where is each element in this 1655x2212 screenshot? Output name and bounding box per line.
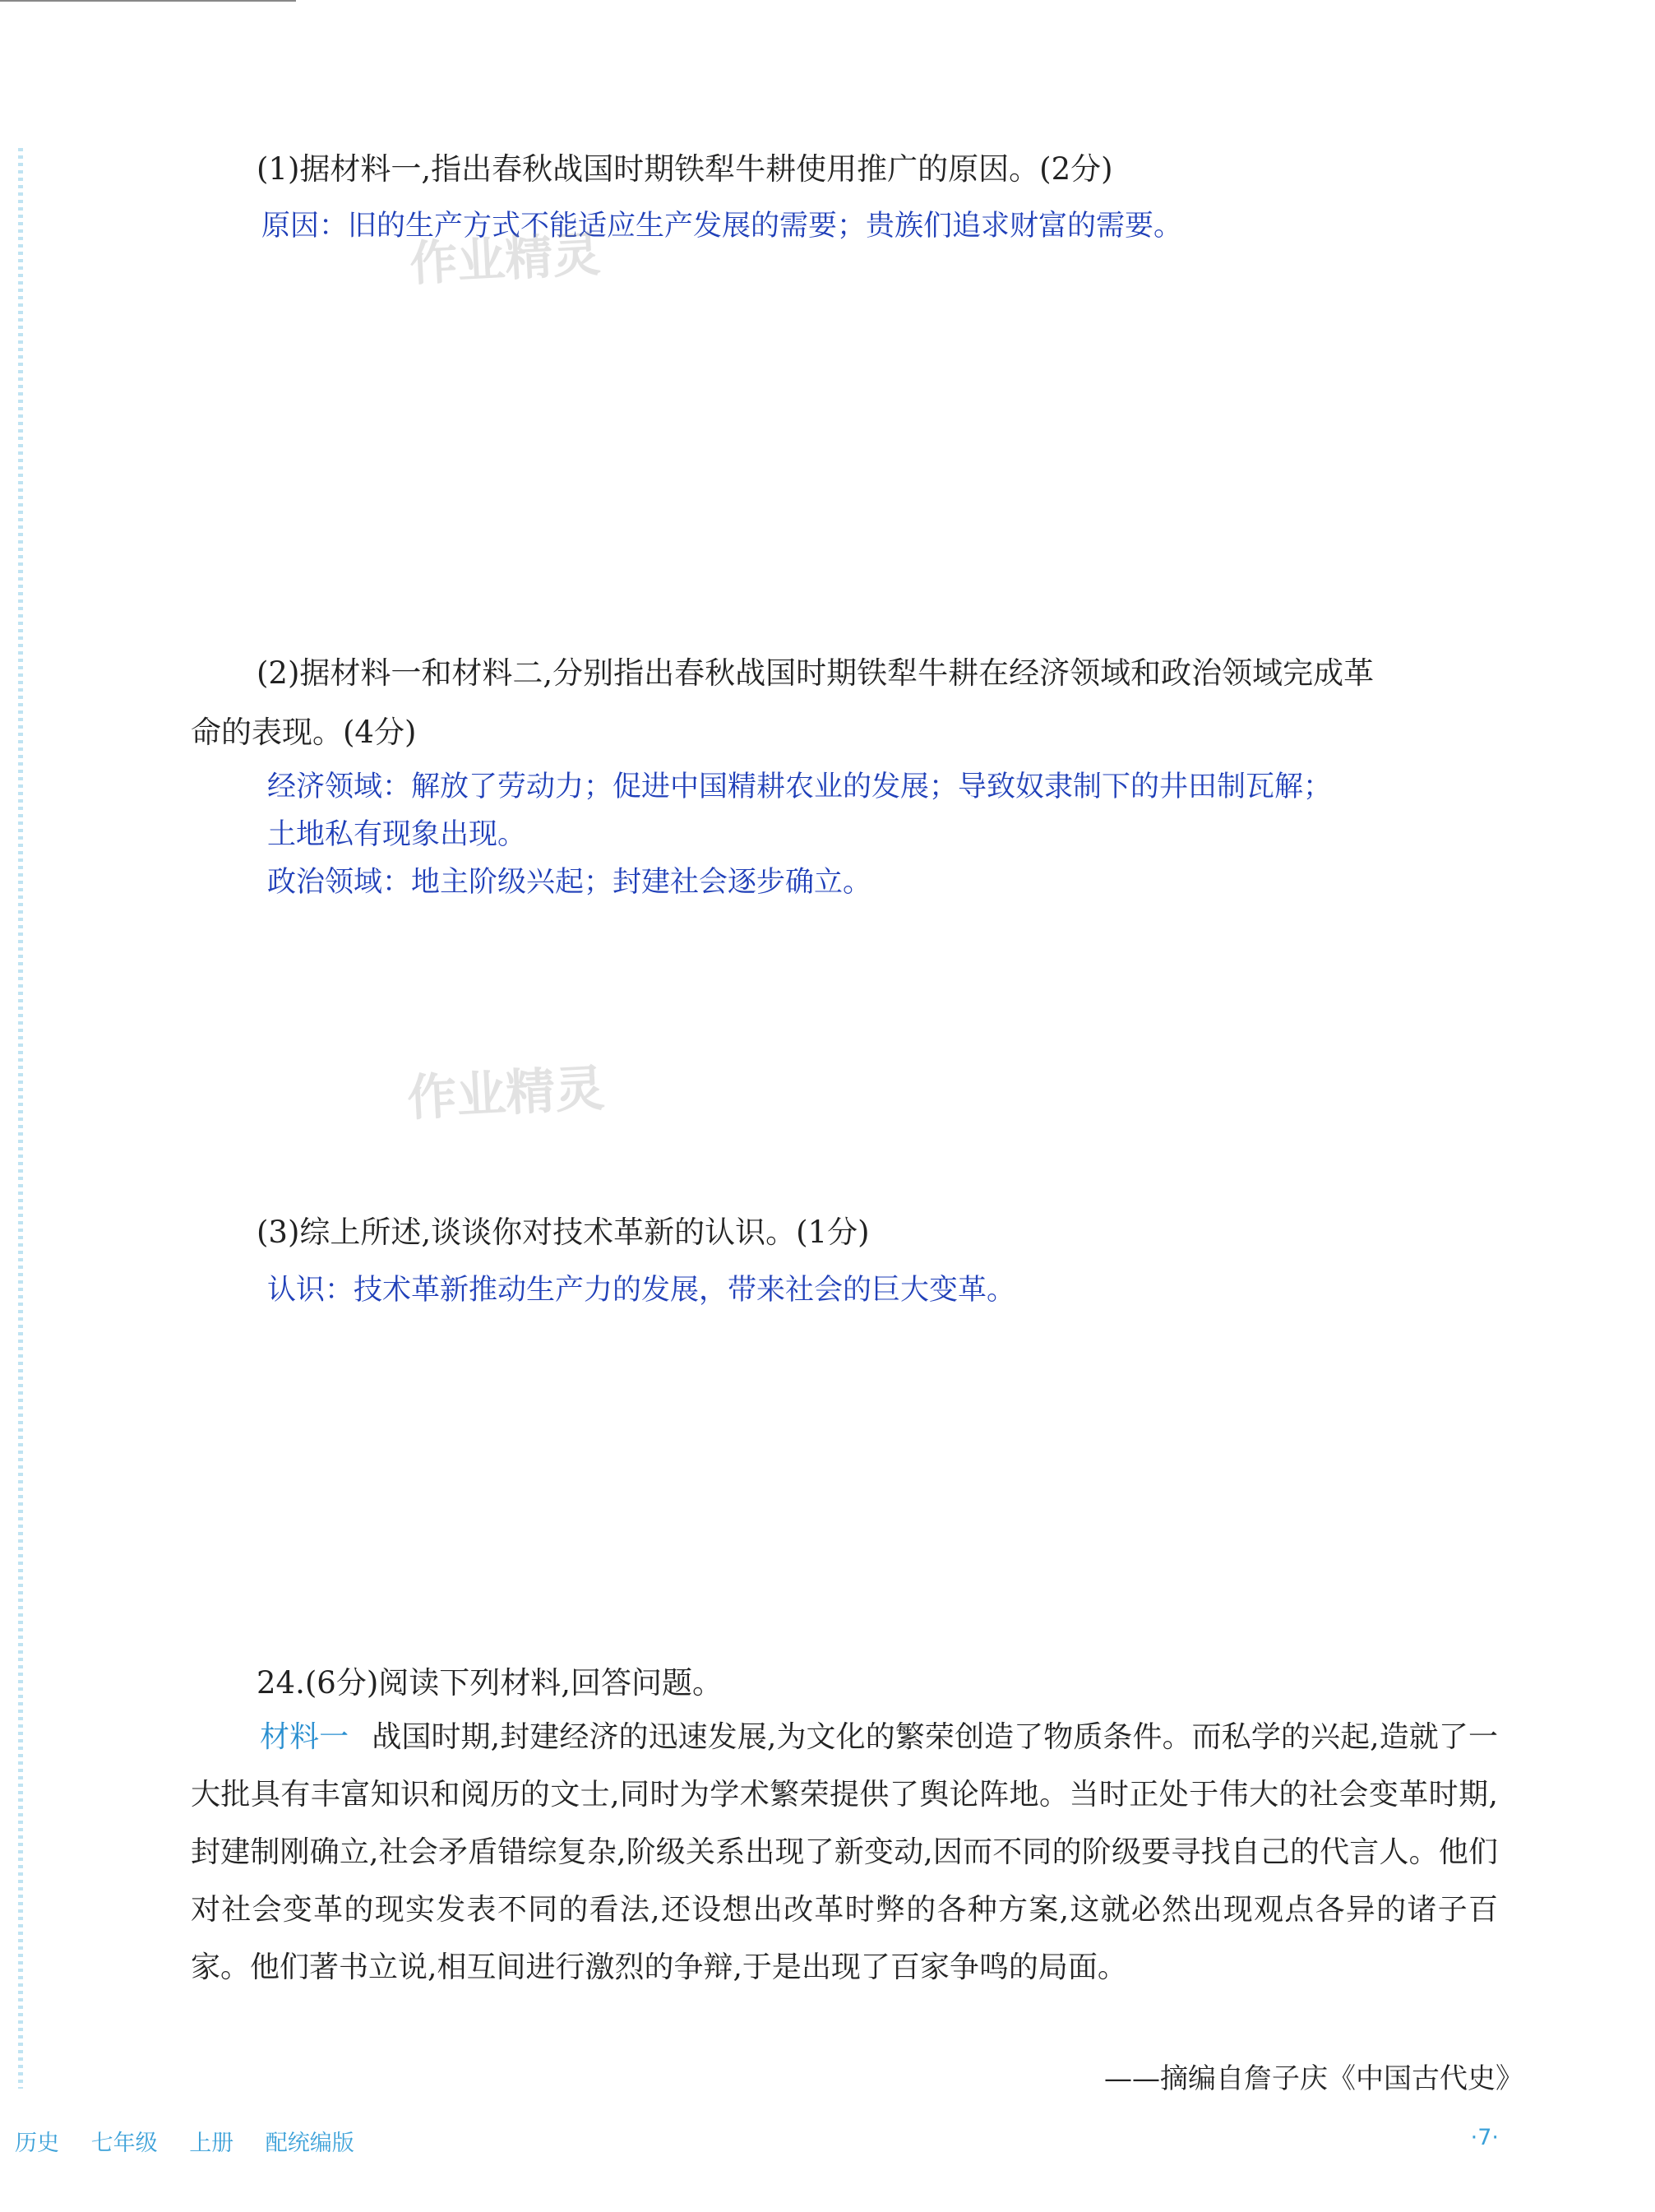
answer-2-line3: 政治领域：地主阶级兴起；封建社会逐步确立。 [267, 866, 872, 899]
material-source: ——摘编自詹子庆《中国古代史》 [1104, 2062, 1523, 2095]
watermark-2: 作业精灵 [405, 1059, 606, 1128]
footer-volume: 上册 [189, 2131, 234, 2156]
footer-subject: 历史 [15, 2131, 59, 2156]
question-2-line1: (2)据材料一和材料二,分别指出春秋战国时期铁犁牛耕在经济领域和政治领域完成革 [257, 655, 1375, 691]
footer-grade: 七年级 [90, 2131, 158, 2156]
answer-1: 原因：旧的生产方式不能适应生产发展的需要；贵族们追求财富的需要。 [261, 210, 1183, 243]
top-rule [0, 0, 296, 2]
question-3: (3)综上所述,谈谈你对技术革新的认识。(1分) [257, 1215, 870, 1250]
answer-2-line1: 经济领域：解放了劳动力；促进中国精耕农业的发展；导致奴隶制下的井田制瓦解； [267, 770, 1333, 803]
page-footer [15, 2125, 379, 2157]
question-2-line2: 命的表现。(4分) [191, 715, 417, 750]
footer-edition: 配统编版 [265, 2131, 354, 2156]
material-one-label: 材料一 [260, 1720, 349, 1754]
answer-3: 认识：技术革新推动生产力的发展，带来社会的巨大变革。 [267, 1274, 1016, 1307]
material-one-paragraph [191, 1709, 1498, 1997]
question-24-heading: 24.(6分)阅读下列材料,回答问题。 [257, 1665, 723, 1701]
page-number: ·7· [1470, 2125, 1499, 2150]
material-one-text: 战国时期,封建经济的迅速发展,为文化的繁荣创造了物质条件。而私学的兴起,造就了一大批具有丰富知识和阅历的文士,同时为学术繁荣提供了舆论阵地。当时正处于伟大的社会变革时期,封建制刚确立,社会矛盾错综复杂,阶级关系出现了新变动,因而不同的阶级要寻找自己的代言人。他们对社会变革的现实发表不同的看法,还设想出改革时弊的各种方案,这就必然出现观点各异的诸子百家。他们著书立说,相互间进行激烈的争辩,于是出现了百家争鸣的局面。 [191, 1720, 1498, 1984]
watermark-1: 作业精灵 [408, 225, 602, 293]
left-margin-border [18, 148, 23, 2089]
question-1: (1)据材料一,指出春秋战国时期铁犁牛耕使用推广的原因。(2分) [257, 151, 1113, 187]
answer-2-line2: 土地私有现象出现。 [267, 818, 527, 851]
